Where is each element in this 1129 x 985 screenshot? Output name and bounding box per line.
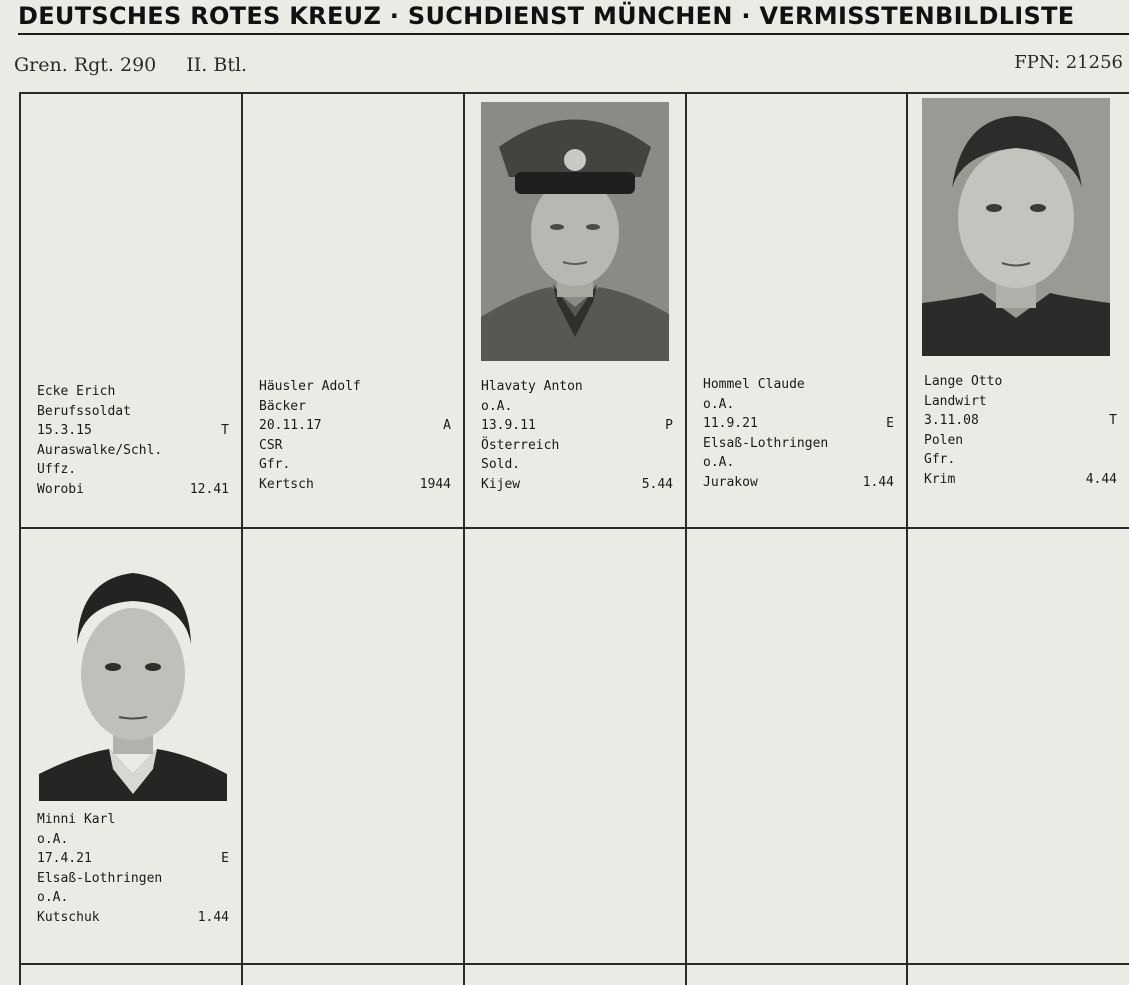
last-known-date: 1.44: [197, 909, 229, 925]
last-known-date: 12.41: [189, 481, 229, 497]
unit-label: [14, 54, 247, 76]
battalion-label: II. Btl.: [186, 54, 248, 76]
person-name: Hommel Claude: [703, 377, 805, 392]
region-code: P: [665, 418, 673, 433]
person-card: [243, 94, 463, 527]
portrait-photo: [39, 559, 227, 801]
last-known-date: 1.44: [862, 474, 894, 490]
portrait-photo: [922, 98, 1110, 356]
missing-persons-grid: [19, 92, 1129, 985]
person-details: [924, 372, 1117, 489]
military-rank: o.A.: [703, 455, 735, 470]
last-known-location: Kijew: [481, 476, 521, 492]
person-details: [259, 377, 451, 494]
birth-date: 20.11.17: [259, 418, 322, 433]
birthplace: Österreich: [481, 437, 560, 453]
field-post-number: FPN: 21256: [1014, 52, 1123, 73]
regiment-label: Gren. Rgt. 290: [14, 54, 157, 76]
region-code: E: [221, 851, 229, 866]
birth-date: 3.11.08: [924, 413, 979, 428]
person-name: Minni Karl: [37, 812, 116, 827]
person-card: [21, 94, 241, 527]
region-code: E: [886, 416, 894, 431]
military-rank: Sold.: [481, 457, 521, 472]
person-card: [908, 94, 1129, 527]
last-known-location: Krim: [924, 471, 956, 487]
military-rank: Uffz.: [37, 462, 77, 477]
person-occupation: o.A.: [481, 398, 513, 414]
person-name: Ecke Erich: [37, 384, 116, 399]
birthplace: Elsaß-Lothringen: [37, 870, 163, 886]
last-known-date: 1944: [419, 476, 451, 492]
grid-line-row-2: [19, 963, 1129, 965]
person-occupation: Bäcker: [259, 398, 306, 414]
birthplace: Elsaß-Lothringen: [703, 435, 829, 451]
birthplace: Auraswalke/Schl.: [37, 442, 163, 458]
last-known-location: Jurakow: [703, 474, 758, 490]
region-code: A: [443, 418, 451, 433]
person-name: Häusler Adolf: [259, 379, 361, 394]
page-title: DEUTSCHES ROTES KREUZ · SUCHDIENST MÜNCHEN · VERMISSTENBILDLISTE: [18, 2, 1075, 30]
military-rank: o.A.: [37, 890, 69, 905]
birthplace: Polen: [924, 432, 964, 448]
person-card: [21, 529, 241, 963]
person-details: [37, 382, 229, 499]
person-occupation: Landwirt: [924, 393, 987, 409]
military-rank: Gfr.: [259, 457, 291, 472]
birthplace: CSR: [259, 437, 283, 453]
birth-date: 13.9.11: [481, 418, 536, 433]
last-known-location: Worobi: [37, 481, 84, 497]
title-underline: [18, 33, 1129, 35]
last-known-date: 4.44: [1085, 471, 1117, 487]
military-rank: Gfr.: [924, 452, 956, 467]
birth-date: 17.4.21: [37, 851, 92, 866]
person-occupation: o.A.: [703, 396, 735, 412]
region-code: T: [221, 423, 229, 438]
last-known-location: Kutschuk: [37, 909, 100, 925]
birth-date: 11.9.21: [703, 416, 758, 431]
portrait-photo: [481, 102, 669, 361]
last-known-date: 5.44: [641, 476, 673, 492]
person-name: Lange Otto: [924, 374, 1003, 389]
person-card: [687, 94, 906, 527]
person-occupation: o.A.: [37, 831, 69, 847]
last-known-location: Kertsch: [259, 476, 314, 492]
region-code: T: [1109, 413, 1117, 428]
person-name: Hlavaty Anton: [481, 379, 583, 394]
person-details: [703, 375, 894, 492]
person-details: [37, 810, 229, 927]
birth-date: 15.3.15: [37, 423, 92, 438]
person-details: [481, 377, 673, 494]
person-occupation: Berufssoldat: [37, 403, 131, 419]
person-card: [465, 94, 685, 527]
